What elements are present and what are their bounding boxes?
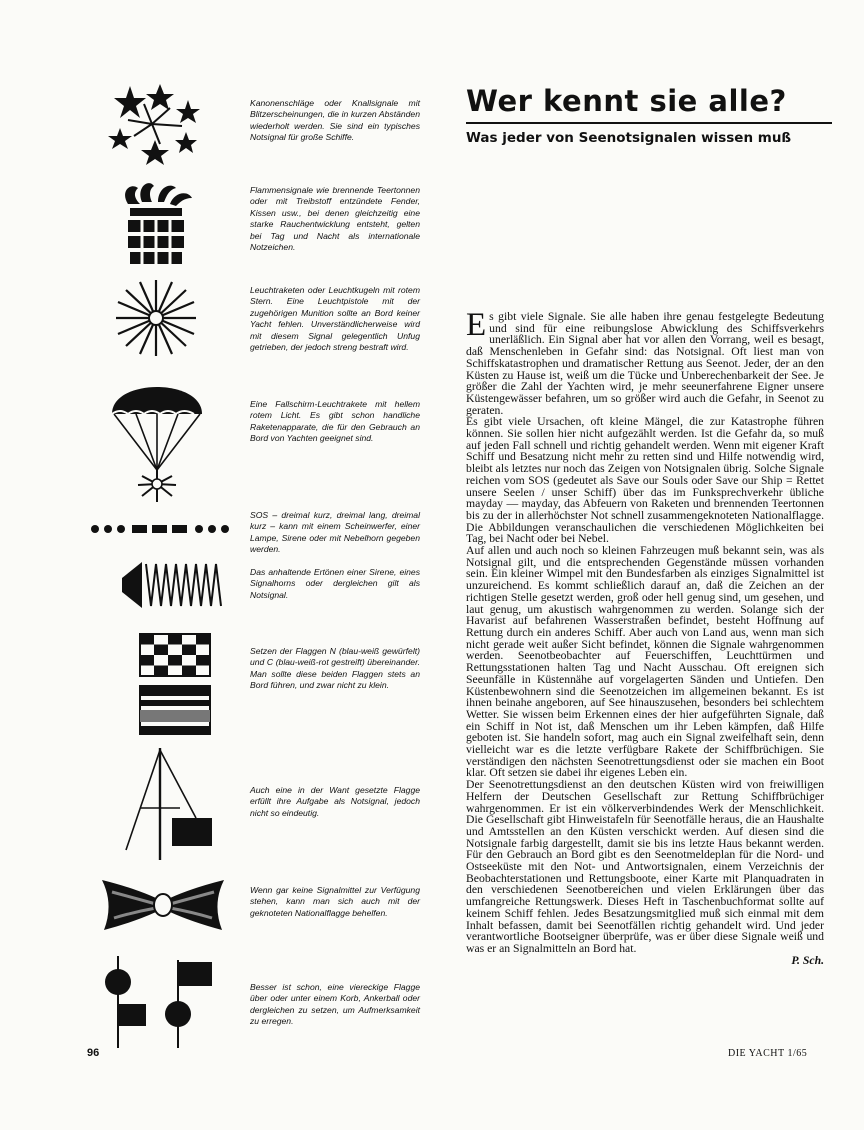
article-paragraph — [466, 307, 824, 417]
page-number: 96 — [87, 1047, 100, 1059]
signal-caption-10: Besser ist schon, eine viereckige Flagge über oder unter einem Korb, Ankerball oder dergleichen zu setzen, um Aufmerksamkeit zu erregen. — [250, 982, 420, 1027]
article-paragraph: Es gibt viele Ursachen, oft kleine Mängel, die zur Katastrophe führen können. Sie sollen hier nicht aufgezählt werden. Ist die Gefahr da, so muß auf jeden Fall schnell und richtig gehandelt werden. Wenn mit eigener Kraft Schiff und Besatzung nicht mehr zu retten sind und Hilfe notwendig wird, bleibt als letztes nur noch das Zeigen von Notsignalen übrig. Solche Signale reichen vom SOS (gedeutet als Save our Souls oder Save our Ship = Rettet unsere Seelen / unser Schiff) über das im Funksprechverkehr übliche mayday — mayday, das Abfeuern von Raketen und brennenden Teertonnen bis zu der in allerhöchster Not schnell zusammengeknoteten Nationalflagge. Die Abbildungen veranschaulichen die verschiedenen Möglichkeiten bei Tag, bei Nacht oder bei Nebel. — [466, 415, 824, 546]
sos-morse-icon — [90, 522, 240, 536]
article-title: Wer kennt sie alle? — [466, 84, 787, 118]
burning-barrel-icon — [118, 178, 194, 268]
signal-caption-6: Das anhaltende Ertönen einer Sirene, eines Signalhorns oder dergleichen gilt als Notsignal. — [250, 567, 420, 600]
drop-cap: E — [466, 307, 487, 343]
first-paragraph-text: s gibt viele Signale. Sie alle haben ihre genau festgelegte Bedeutung und sind für eine reibungslose Abwicklung des Schiffsverkehrs unerläßlich. Ein Signal aber hat vor allen den Vorrang, weil es besagt, daß Menschenleben in Gefahr sind: das Notsignal. Oft liest man von Schiffskatastrophen und dramatischer Rettung aus Seenot. Jeder, der an den Küsten zu Hause ist, weiß um die Tücke und Unberechenbarkeit der See. Je größer die Zahl der Yachten wird, je mehr seeunerfahrene Eigner unsere Küstengewässer befahren, um so größer wird auch die Gefahr, in Seenot zu geraten. — [466, 310, 824, 417]
signal-caption-5: SOS – dreimal kurz, dreimal lang, dreimal kurz – kann mit einem Scheinwerfer, einer Lampe, Sirene oder mit Nebelhorn gegeben werden. — [250, 510, 420, 555]
flare-burst-icon — [112, 278, 200, 358]
article-paragraph: Der Seenotrettungsdienst an den deutschen Küsten wird von freiwilligen Helfern der Deutschen Gesellschaft zur Rettung Schiffbrüchiger wahrgenommen. Er ist ein völkerverbindendes Werk der Menschlichkeit. Die Gesellschaft gibt Hinweistafeln für Seenotfälle heraus, die an Haushalte und Amtsstellen an den Küsten verschickt werden. Auf diesen sind die Notsignale farbig dargestellt, damit sie bis ins letzte Haus bekannt werden. Für den Gebrauch an Bord gibt es den Seenotmeldeplan für die Nord- und Ostseeküste mit den Not- und Antwortsignalen, einem Verzeichnis der Beobachterstationen und Rettungsboote, einer Karte mit Planquadraten in den verschiedenen Seenotbereichen und vielen Erklärungen über das umfangreiche Rettungswerk. Dieses Heft in Taschenbuchformat sollte auf keinem Schiff fehlen. Jedes Besatzungsmitglied muß sich einmal mit dem Inhalt befassen, damit bei Seenotfällen richtig gehandelt wird. Und jeder verantwortliche Bootseigner überprüfe, was er über diese Signale weiß und was er an Signalmitteln an Bord hat. — [466, 778, 824, 955]
shroud-flag-icon — [120, 746, 220, 862]
signal-caption-8: Auch eine in der Want gesetzte Flagge erfüllt ihre Aufgabe als Notsignal, jedoch nicht so eindeutig. — [250, 785, 420, 818]
signal-caption-4: Eine Fallschirm-Leuchtrakete mit hellem rotem Licht. Es gibt schon handliche Raketenapparate, die für den Gebrauch an Bord von Yachten geeignet sind. — [250, 399, 420, 444]
horn-sound-icon — [120, 560, 226, 610]
flag-ball-icon — [100, 954, 240, 1050]
explosion-stars-icon — [100, 82, 205, 166]
flags-n-c-icon — [138, 632, 212, 736]
signal-caption-9: Wenn gar keine Signalmittel zur Verfügung stehen, kann man sich auch mit der geknoteten Nationalflagge behelfen. — [250, 885, 420, 918]
signal-caption-7: Setzen der Flaggen N (blau-weiß gewürfelt) und C (blau-weiß-rot gestreift) übereinander. Man sollte diese beiden Flaggen stets an Bord führen, und zwar nicht zu klein. — [250, 646, 420, 691]
magazine-folio: DIE YACHT 1/65 — [728, 1048, 808, 1059]
title-rule — [466, 122, 832, 124]
parachute-rocket-icon — [110, 374, 204, 504]
signal-caption-2: Flammensignale wie brennende Teertonnen oder mit Treibstoff entzündete Fender, Kissen usw., bei denen gleichzeitig eine starke Rauchentwicklung entsteht, gelten bei Tag und Nacht als internationale Notzeichen. — [250, 185, 420, 253]
article-body — [466, 307, 824, 967]
knotted-flag-icon — [98, 874, 228, 934]
author-signature: P. Sch. — [791, 953, 824, 967]
article-subtitle: Was jeder von Seenotsignalen wissen muß — [466, 130, 792, 146]
signal-caption-1: Kanonenschläge oder Knallsignale mit Blitzerscheinungen, die in kurzen Abständen wiederholt werden. Sie sind ein typisches Notsignal für große Schiffe. — [250, 98, 420, 143]
article-paragraph: Auf allen und auch noch so kleinen Fahrzeugen muß bekannt sein, was als Notsignal gilt, und die entsprechenden Gegenstände müssen vorhanden sein. Ein kleiner Wimpel mit den Bundesfarben als einziges Signalmittel ist unzureichend. Es kommt schließlich darauf an, daß die Zeichen an der richtigen Stelle gesetzt werden, groß oder hell genug sind, um gesehen, und laut genug, um akustisch wahrgenommen zu werden. Solange sich der Havarist auf befahrenen Wasserstraßen befindet, besteht Hoffnung auf Rettung durch ein anderes Schiff. Aber auch von Land aus, wenn man sich nicht gerade weit außer Sicht befindet, können die Signale wahrgenommen werden. Seenotbeobachter auf Feuerschiffen, Leuchttürmen und Rettungsstationen halten Tag und Nacht Ausschau. Oft ereignen sich Seeunfälle in Küstennähe auf vorgelagerten Sänden und Untiefen. Den Küstenbewohnern sind die Seenotzeichen im allgemeinen bekannt. Es ist ihnen beinahe angeboren, auf See hinauszusehen, besonders bei schlechtem Wetter. Sie wissen beim Erkennen eines der hier aufgeführten Signale, daß ein Schiff in Not ist, daß Menschen um ihr Leben kämpfen, daß Hilfe geboten ist. Sie handeln sofort, mag auch ein Signal zweifelhaft sein, denn vielleicht war es die letzte verfügbare Rakete der Schiffbrüchigen. Sie verständigen den nächsten Seenotrettungsdienst oder sie machen ein Boot klar. Oft setzen sie dabei ihr eigenes Leben ein. — [466, 544, 824, 780]
signal-caption-3: Leuchtraketen oder Leuchtkugeln mit rotem Stern. Eine Leuchtpistole mit der zugehörigen Munition sollte an Bord keiner Yacht fehlen. Unverständlicherweise wird mit diesem Signal gelegentlich Unfug getrieben, der jedoch streng bestraft wird. — [250, 285, 420, 353]
